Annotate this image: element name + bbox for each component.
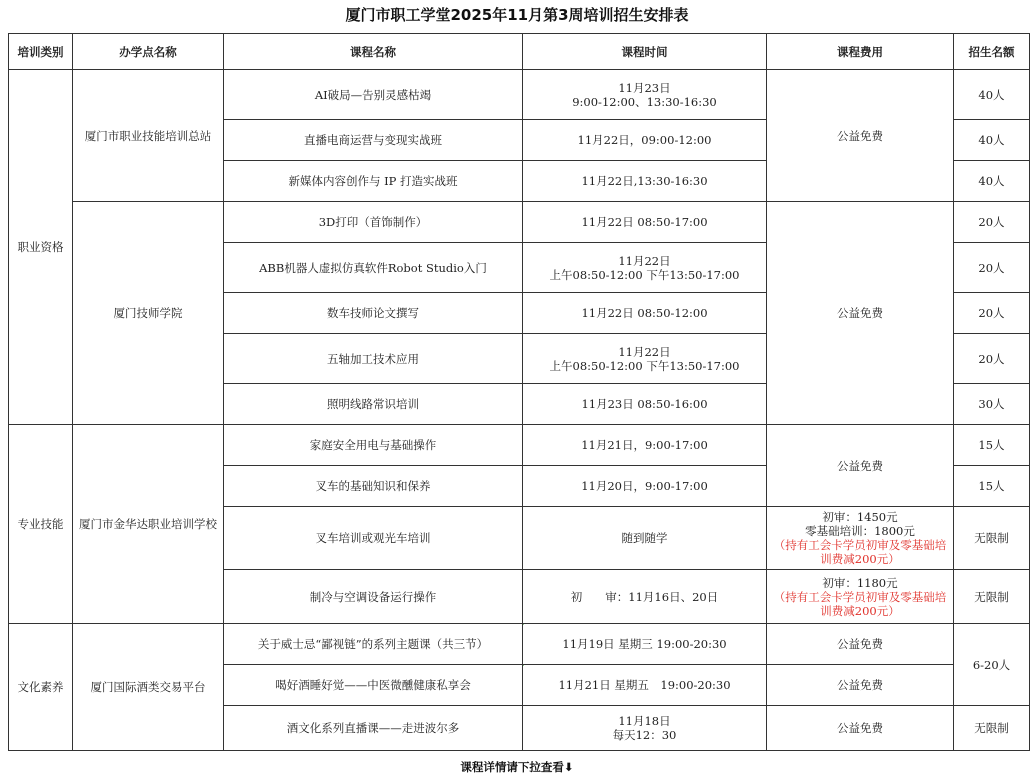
quota-cell: 无限制 — [954, 570, 1030, 624]
quota-cell: 6-20人 — [954, 624, 1030, 706]
time-cell: 初 审：11月16日、20日 — [523, 570, 767, 624]
quota-cell: 无限制 — [954, 706, 1030, 751]
fee-discount-note: （持有工会卡学员初审及零基础培训费减200元） — [773, 589, 947, 618]
fee-discount-note: （持有工会卡学员初审及零基础培训费减200元） — [773, 538, 947, 566]
school-cell: 厦门国际酒类交易平台 — [73, 624, 224, 751]
course-cell: 家庭安全用电与基础操作 — [224, 425, 523, 466]
time-line: 每天12：30 — [612, 728, 677, 742]
scroll-hint: 课程详情请下拉查看⬇ — [460, 760, 574, 774]
time-cell: 11月23日 08:50-16:00 — [523, 384, 767, 425]
time-cell: 11月22日 08:50-12:00 — [523, 293, 767, 334]
time-line: 上午08:50-12:00 下午13:50-17:00 — [549, 267, 740, 282]
time-cell — [523, 706, 767, 751]
time-line: 上午08:50-12:00 下午13:50-17:00 — [549, 358, 740, 373]
time-cell: 11月21日 星期五 19:00-20:30 — [523, 665, 767, 706]
schedule-table — [8, 33, 1030, 751]
fee-line: 初审：1450元 — [822, 510, 898, 524]
table-row — [9, 202, 1030, 243]
school-cell: 厦门市金华达职业培训学校 — [73, 425, 224, 624]
header-time: 课程时间 — [523, 34, 767, 70]
time-cell: 11月22日 08:50-17:00 — [523, 202, 767, 243]
header-fee: 课程费用 — [767, 34, 954, 70]
time-line: 11月22日 — [618, 344, 671, 359]
time-line: 11月23日 — [618, 80, 671, 95]
time-cell — [523, 243, 767, 293]
course-cell: 叉车培训或观光车培训 — [224, 507, 523, 570]
quota-cell: 20人 — [954, 293, 1030, 334]
time-cell: 11月22日,13:30-16:30 — [523, 161, 767, 202]
course-cell: AI破局—告别灵感枯竭 — [224, 70, 523, 120]
school-cell: 厦门技师学院 — [73, 202, 224, 425]
fee-cell: 公益免费 — [767, 202, 954, 425]
course-cell: 数车技师论文撰写 — [224, 293, 523, 334]
category-cell: 文化素养 — [9, 624, 73, 751]
quota-cell: 无限制 — [954, 507, 1030, 570]
time-cell: 11月19日 星期三 19:00-20:30 — [523, 624, 767, 665]
header-school: 办学点名称 — [73, 34, 224, 70]
fee-cell — [767, 570, 954, 624]
course-cell: ABB机器人虚拟仿真软件Robot Studio入门 — [224, 243, 523, 293]
fee-cell: 公益免费 — [767, 425, 954, 507]
time-cell: 随到随学 — [523, 507, 767, 570]
quota-cell: 20人 — [954, 334, 1030, 384]
table-row — [9, 624, 1030, 665]
header-quota: 招生名额 — [954, 34, 1030, 70]
time-cell: 11月21日，9:00-17:00 — [523, 425, 767, 466]
course-cell: 五轴加工技术应用 — [224, 334, 523, 384]
fee-cell: 公益免费 — [767, 70, 954, 202]
course-cell: 3D打印（首饰制作） — [224, 202, 523, 243]
fee-cell: 公益免费 — [767, 706, 954, 751]
header-course: 课程名称 — [224, 34, 523, 70]
quota-cell: 20人 — [954, 243, 1030, 293]
time-cell: 11月20日，9:00-17:00 — [523, 466, 767, 507]
fee-line: 零基础培训：1800元 — [805, 524, 915, 538]
category-cell: 专业技能 — [9, 425, 73, 624]
time-line: 9:00-12:00、13:30-16:30 — [572, 94, 717, 109]
time-line: 11月18日 — [618, 714, 671, 728]
page-title: 厦门市职工学堂2025年11月第3周培训招生安排表 — [345, 6, 689, 24]
course-cell: 关于威士忌“鄙视链”的系列主题课（共三节） — [224, 624, 523, 665]
fee-line: 初审：1180元 — [822, 575, 898, 590]
time-cell — [523, 334, 767, 384]
quota-cell: 30人 — [954, 384, 1030, 425]
quota-cell: 15人 — [954, 425, 1030, 466]
quota-cell: 40人 — [954, 120, 1030, 161]
table-row — [9, 425, 1030, 466]
time-line: 11月22日 — [618, 253, 671, 268]
quota-cell: 40人 — [954, 161, 1030, 202]
category-cell: 职业资格 — [9, 70, 73, 425]
table-header-row — [9, 34, 1030, 70]
fee-cell — [767, 507, 954, 570]
course-cell: 喝好酒睡好觉——中医微醺健康私享会 — [224, 665, 523, 706]
course-cell: 直播电商运营与变现实战班 — [224, 120, 523, 161]
time-cell: 11月22日，09:00-12:00 — [523, 120, 767, 161]
course-cell: 制冷与空调设备运行操作 — [224, 570, 523, 624]
table-row — [9, 70, 1030, 120]
header-category: 培训类别 — [9, 34, 73, 70]
course-cell: 新媒体内容创作与 IP 打造实战班 — [224, 161, 523, 202]
course-cell: 照明线路常识培训 — [224, 384, 523, 425]
quota-cell: 15人 — [954, 466, 1030, 507]
course-cell: 酒文化系列直播课——走进波尔多 — [224, 706, 523, 751]
fee-cell: 公益免费 — [767, 665, 954, 706]
time-cell — [523, 70, 767, 120]
course-cell: 叉车的基础知识和保养 — [224, 466, 523, 507]
quota-cell: 40人 — [954, 70, 1030, 120]
school-cell: 厦门市职业技能培训总站 — [73, 70, 224, 202]
fee-cell: 公益免费 — [767, 624, 954, 665]
quota-cell: 20人 — [954, 202, 1030, 243]
